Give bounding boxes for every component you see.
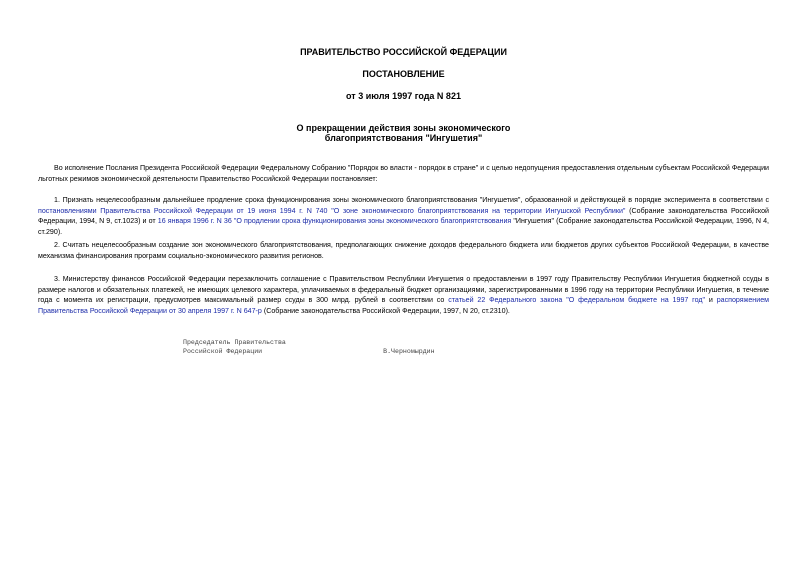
signature-name: В.Черномырдин [383,348,435,355]
p1-text-3: (Собрание законодательства Российской Федерации, 1994, N 9, ст.1023) и от [38,206,770,226]
government-heading: ПРАВИТЕЛЬСТВО РОССИЙСКОЙ ФЕДЕРАЦИИ [300,47,507,57]
intro-paragraph [38,163,769,184]
link-federal-law-budget-1997[interactable]: статьей 22 Федерального закона "О федеральном бюджете на 1997 год" [448,296,706,305]
p2-text: 2. Считать нецелесообразным создание зон экономического благоприятствования, предполагающих снижение доходов федерального бюджета или бюджетов других субъектов Российской Федерации, в качестве механизма финансирования программ социально-экономического развития регионов. [38,241,769,260]
p1-text-1: 1. Признать нецелесообразным дальнейшее продление срока функционирования зоны экономического благоприятствования "Ингушетия", образованной и действующей в порядке эксперимента в соответствии с [54,196,769,204]
document-title-line2: благоприятствования "Ингушетия" [324,133,483,143]
link-resolution-36-title[interactable]: "О продлении срока функционирования зоны экономического благоприятствования [233,217,512,226]
link-resolution-740[interactable]: постановлениями Правительства Российской Федерации от 19 июня 1994 г. N 740 [38,206,328,215]
intro-text: Во исполнение Послания Президента Российской Федерации Федеральному Собранию "Порядок во власти - порядок в стране" и с целью недопущения предоставления отдельным субъектам Российской Федерации льготных режимов экономической деятельности Правительство Российской Федерации постановляет: [38,164,769,183]
p1-text-5: "Ингушетия" (Собрание законодательства Российской Федерации, 1996, N 4, ст.290). [38,217,769,236]
signature-line1: Председатель Правительства [183,339,286,346]
link-resolution-740-title[interactable]: "О зоне экономического благоприятствования на территории Ингушской Республики" [331,206,626,215]
signature-block [183,338,435,356]
signature-line2-left: Российской Федерации [183,348,263,355]
link-order-647-r[interactable]: распоряжением Правительства Российской Федерации от 30 апреля 1997 г. N 647-р [38,296,770,315]
document-title-line1: О прекращении действия зоны экономического [296,123,511,133]
p3-text-3: (Собрание законодательства Российской Федерации, 1997, N 20, ст.2310). [261,306,510,315]
document-date-number: от 3 июля 1997 года N 821 [346,91,461,101]
p3-text-1: 3. Министерству финансов Российской Федерации перезаключить соглашение с Правительством Республики Ингушетия о предоставлении в 1997 году Правительству Республики Ингушетия бюджетной ссуды в размере налогов и обязательных платежей, не имеющих целевого характера, уплачиваемых в федеральный бюджет организациями, зарегистрированными в 1996 году на территории Республики Ингушетия, в течение года с момента их регистрации, предусмотрев максимальный размер ссуды в 300 млрд. рублей в соответствии со [38,275,769,305]
paragraph-3 [38,274,769,316]
paragraph-1 [38,195,769,237]
document-type: ПОСТАНОВЛЕНИЕ [362,69,445,79]
paragraph-2 [38,240,769,261]
link-resolution-36[interactable]: 16 января 1996 г. N 36 [157,217,232,226]
p3-text-2: и [705,296,717,305]
